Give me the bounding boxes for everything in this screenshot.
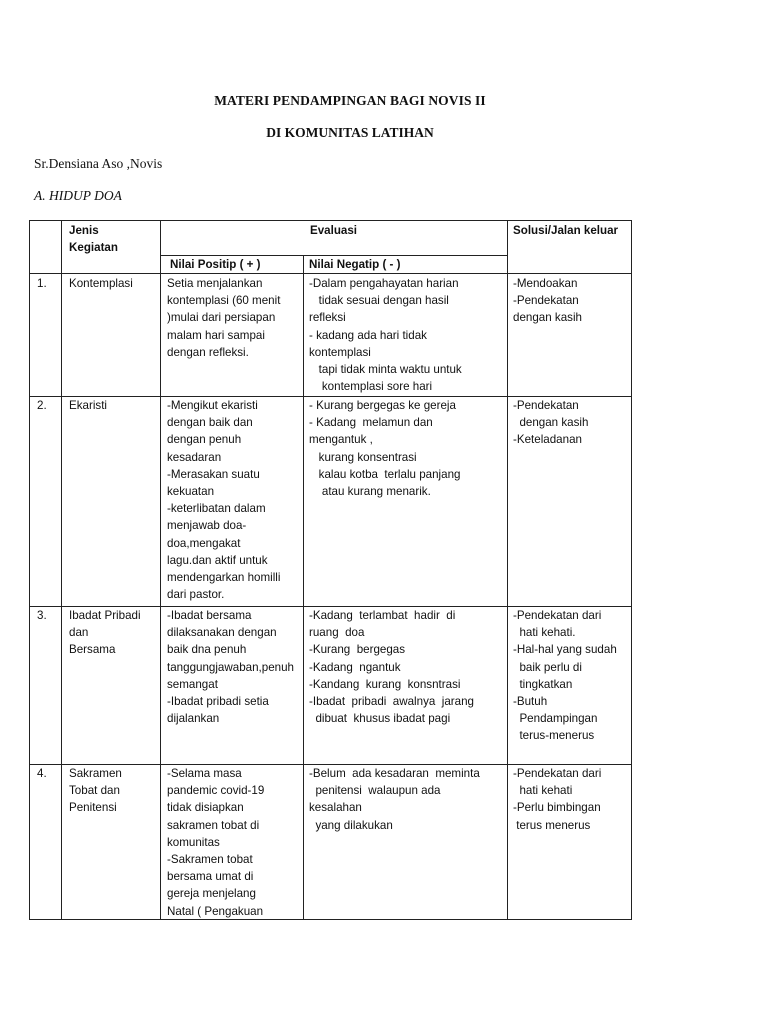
cell-line: Sakramen bbox=[69, 767, 122, 780]
cell-line: semangat bbox=[167, 677, 218, 691]
cell-line: -Selama masa bbox=[167, 767, 242, 780]
cell-line: mengantuk , bbox=[309, 433, 373, 447]
cell-line: Ibadat Pribadi bbox=[69, 609, 141, 622]
evaluation-table bbox=[29, 220, 632, 920]
cell-line: -Ibadat bersama bbox=[167, 609, 252, 622]
table-border-right bbox=[631, 220, 632, 920]
cell-line: doa,mengakat bbox=[167, 536, 241, 550]
cell-kegiatan bbox=[69, 397, 107, 414]
cell-line: hati kehati. bbox=[513, 626, 576, 640]
cell-line: yang dilakukan bbox=[309, 818, 393, 832]
cell-line: -Sakramen tobat bbox=[167, 853, 253, 867]
cell-line: ruang doa bbox=[309, 626, 365, 640]
cell-line: bersama umat di bbox=[167, 870, 254, 884]
cell-negatif bbox=[309, 275, 462, 395]
cell-line: dengan baik dan bbox=[167, 416, 253, 430]
cell-solusi bbox=[513, 397, 588, 449]
table-border-bottom bbox=[29, 919, 632, 920]
cell-line: kekuatan bbox=[167, 485, 215, 499]
cell-line: -Belum ada kesadaran meminta bbox=[309, 767, 480, 780]
column-divider bbox=[61, 220, 62, 920]
cell-line: terus menerus bbox=[513, 818, 591, 832]
cell-line: - Kadang melamun dan bbox=[309, 416, 433, 430]
cell-line: kontemplasi sore hari bbox=[309, 380, 433, 394]
cell-line: atau kurang menarik. bbox=[309, 485, 431, 499]
table-border-top bbox=[29, 220, 632, 221]
cell-line: Bersama bbox=[69, 643, 116, 657]
cell-line: baik dna penuh bbox=[167, 643, 247, 657]
cell-line: Natal ( Pengakuan bbox=[167, 904, 264, 918]
cell-line: dibuat khusus ibadat pagi bbox=[309, 712, 451, 726]
cell-line: kesadaran bbox=[167, 450, 222, 464]
row-number: 4. bbox=[37, 767, 47, 780]
author-line: Sr.Densiana Aso ,Novis bbox=[34, 156, 163, 171]
cell-line: hati kehati bbox=[513, 784, 573, 798]
cell-line: -Kadang ngantuk bbox=[309, 660, 401, 674]
cell-kegiatan bbox=[69, 275, 133, 292]
cell-line: gereja menjelang bbox=[167, 887, 256, 901]
cell-line: mendengarkan homilli bbox=[167, 571, 281, 585]
cell-line: -Pendekatan bbox=[513, 399, 579, 412]
cell-line: -Mendoakan bbox=[513, 277, 578, 290]
cell-line: -Perlu bimbingan bbox=[513, 801, 601, 815]
cell-line: Kontemplasi bbox=[69, 277, 133, 290]
cell-line: tapi tidak minta waktu untuk bbox=[309, 363, 462, 377]
cell-line: kalau kotba terlalu panjang bbox=[309, 467, 461, 481]
cell-line: -Keteladanan bbox=[513, 433, 582, 447]
cell-line: tingkatkan bbox=[513, 677, 573, 691]
cell-line: lagu.dan aktif untuk bbox=[167, 553, 268, 567]
cell-line: -Ibadat pribadi setia bbox=[167, 695, 269, 709]
column-divider bbox=[303, 255, 304, 920]
document-title-line1: MATERI PENDAMPINGAN BAGI NOVIS II bbox=[214, 93, 486, 108]
row-number: 1. bbox=[37, 277, 47, 290]
cell-line: malam hari sampai bbox=[167, 328, 265, 342]
document-title-line2: DI KOMUNITAS LATIHAN bbox=[266, 125, 434, 140]
cell-positif bbox=[167, 275, 280, 361]
header-evaluasi: Evaluasi bbox=[309, 224, 358, 237]
cell-line: dengan kasih bbox=[513, 311, 582, 325]
cell-line: -Pendekatan dari bbox=[513, 767, 602, 780]
cell-line: -Pendekatan dari bbox=[513, 609, 602, 622]
cell-positif bbox=[167, 607, 294, 727]
cell-line: kontemplasi bbox=[309, 345, 371, 359]
row-number: 3. bbox=[37, 609, 47, 622]
cell-line: -keterlibatan dalam bbox=[167, 502, 266, 516]
cell-line: Tobat dan bbox=[69, 784, 120, 798]
cell-line: refleksi bbox=[309, 311, 346, 325]
cell-line: dan bbox=[69, 626, 89, 640]
cell-line: kurang konsentrasi bbox=[309, 450, 417, 464]
cell-line: -Ibadat pribadi awalnya jarang bbox=[309, 695, 474, 709]
cell-line: baik perlu di bbox=[513, 660, 582, 674]
cell-line: penitensi walaupun ada bbox=[309, 784, 441, 798]
cell-line: pandemic covid-19 bbox=[167, 784, 265, 798]
cell-line: -Kurang bergegas bbox=[309, 643, 406, 657]
cell-line: -Merasakan suatu bbox=[167, 467, 260, 481]
cell-line: -Hal-hal yang sudah bbox=[513, 643, 617, 657]
column-divider bbox=[160, 220, 161, 920]
row-number: 2. bbox=[37, 399, 47, 412]
cell-line: -Pendekatan bbox=[513, 294, 579, 308]
header-line: Jenis bbox=[69, 224, 99, 237]
cell-line: dijalankan bbox=[167, 712, 220, 726]
cell-line: dengan kasih bbox=[513, 416, 589, 430]
cell-solusi bbox=[513, 607, 617, 745]
cell-line: Ekaristi bbox=[69, 399, 108, 412]
cell-line: - Kurang bergegas ke gereja bbox=[309, 399, 456, 412]
section-heading: A. HIDUP DOA bbox=[34, 188, 122, 203]
cell-negatif bbox=[309, 765, 480, 834]
cell-line: - kadang ada hari tidak bbox=[309, 328, 427, 342]
header-solusi: Solusi/Jalan keluar bbox=[513, 224, 619, 237]
cell-line: kesalahan bbox=[309, 801, 362, 815]
column-divider bbox=[507, 220, 508, 920]
cell-line: -Kandang kurang konsntrasi bbox=[309, 677, 461, 691]
cell-line: Pendampingan bbox=[513, 712, 598, 726]
cell-kegiatan bbox=[69, 607, 141, 659]
header-nilai-negatif: Nilai Negatip ( - ) bbox=[309, 258, 401, 271]
cell-solusi bbox=[513, 275, 582, 327]
cell-line: -Dalam pengahayatan harian bbox=[309, 277, 459, 290]
cell-kegiatan bbox=[69, 765, 122, 817]
header-nilai-positif: Nilai Positip ( + ) bbox=[170, 258, 261, 271]
cell-line: -Kadang terlambat hadir di bbox=[309, 609, 456, 622]
cell-line: Setia menjalankan bbox=[167, 277, 263, 290]
cell-solusi bbox=[513, 765, 601, 834]
cell-line: -Butuh bbox=[513, 695, 548, 709]
cell-line: dengan penuh bbox=[167, 433, 242, 447]
cell-negatif bbox=[309, 607, 474, 727]
cell-line: sakramen tobat di bbox=[167, 818, 260, 832]
cell-line: dengan refleksi. bbox=[167, 345, 249, 359]
cell-line: komunitas bbox=[167, 835, 220, 849]
cell-line: -Mengikut ekaristi bbox=[167, 399, 258, 412]
cell-line: dari pastor. bbox=[167, 588, 225, 602]
header-line: Kegiatan bbox=[69, 241, 118, 255]
cell-line: tidak disiapkan bbox=[167, 801, 244, 815]
cell-line: kontemplasi (60 menit bbox=[167, 294, 281, 308]
table-border-left bbox=[29, 220, 30, 920]
cell-line: menjawab doa- bbox=[167, 519, 247, 533]
cell-negatif bbox=[309, 397, 460, 500]
cell-line: tanggungjawaban,penuh bbox=[167, 660, 295, 674]
cell-line: terus-menerus bbox=[513, 729, 595, 743]
header-jenis-kegiatan bbox=[69, 222, 118, 256]
cell-positif bbox=[167, 397, 280, 603]
cell-line: Penitensi bbox=[69, 801, 117, 815]
cell-line: dilaksanakan dengan bbox=[167, 626, 277, 640]
cell-line: tidak sesuai dengan hasil bbox=[309, 294, 449, 308]
cell-positif bbox=[167, 765, 264, 920]
cell-line: )mulai dari persiapan bbox=[167, 311, 276, 325]
